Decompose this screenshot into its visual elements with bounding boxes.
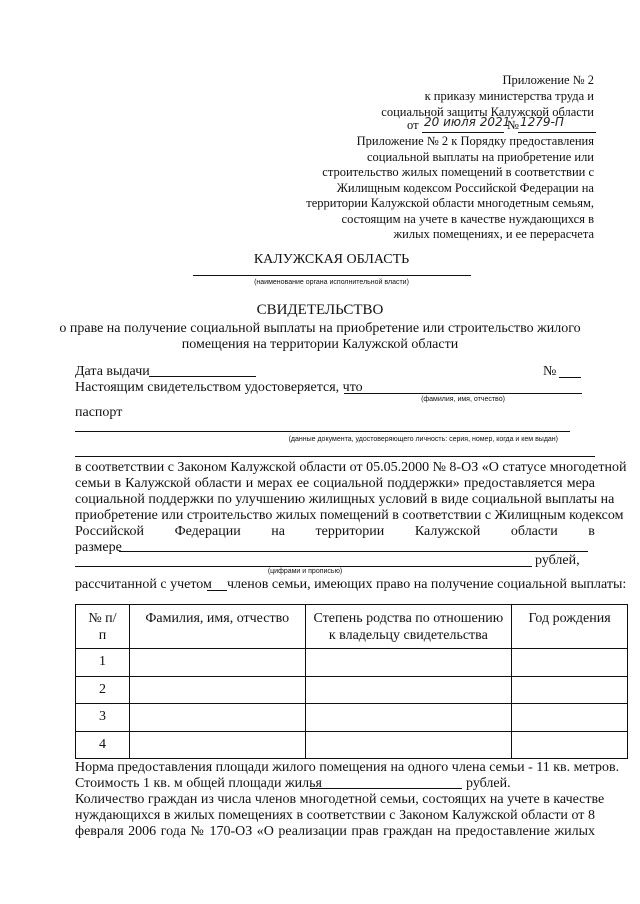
law-word: области — [510, 524, 558, 539]
members-count-field[interactable] — [207, 590, 227, 591]
appendix-line-2: к приказу министерства труда и — [424, 89, 594, 103]
law-word: в — [588, 524, 595, 539]
issue-date-field[interactable] — [149, 376, 256, 377]
order-line-3: строительство жилых помещений в соответствии с — [322, 165, 594, 179]
order-line-4: Жилищным кодексом Российской Федерации на — [336, 180, 594, 195]
members-suffix: членов семьи, имеющих право на получение социальной выплаты: — [227, 577, 627, 592]
order-line-6: состоящим на учете в качестве нуждающихся в — [341, 211, 594, 226]
count-paragraph — [75, 792, 605, 840]
row-number: 1 — [76, 649, 130, 677]
appendix-line-3: социальной защиты Калужской области — [381, 105, 594, 119]
header-birth-year: Год рождения — [512, 605, 628, 649]
document-title: СВИДЕТЕЛЬСТВО — [256, 302, 384, 318]
appendix-line-1: Приложение № 2 — [502, 73, 594, 87]
members-prefix: рассчитанной с учетом — [75, 577, 212, 592]
header-relation: Степень родства по отношению к владельцу свидетельства — [305, 605, 512, 649]
cost-field[interactable] — [310, 788, 462, 789]
law-paragraph — [75, 460, 627, 540]
cell-birth-year[interactable] — [512, 676, 628, 704]
table-header-row — [76, 605, 628, 649]
cell-fio[interactable] — [129, 704, 305, 732]
amount-label: размере — [75, 540, 122, 555]
cell-fio[interactable] — [129, 649, 305, 677]
cell-relation[interactable] — [305, 676, 512, 704]
number-prefix: № — [507, 118, 519, 132]
passport-field[interactable] — [75, 431, 570, 432]
passport-label: паспорт — [75, 405, 123, 420]
handwritten-number: 1279-П — [520, 115, 564, 129]
appendix-header — [381, 72, 594, 120]
amount-caption: (цифрами и прописью) — [267, 568, 343, 575]
row-number: 2 — [76, 676, 130, 704]
law-line-4: приобретение или строительство жилых помещений в соответствии с Жилищным кодексом — [75, 508, 624, 523]
doc-caption: (данные документа, удостоверяющего личность: серия, номер, когда и кем выдан) — [288, 436, 558, 443]
fio-caption: (фамилия, имя, отчество) — [421, 396, 505, 403]
appendix-date-line — [407, 115, 597, 134]
law-line-2: семьи в Калужской области и мерах ее социальной поддержки» предоставляется мера — [75, 476, 595, 491]
order-line-7: жилых помещениях, и ее перерасчета — [393, 227, 594, 241]
law-word: Российской — [75, 524, 144, 539]
passport-field-2[interactable] — [75, 456, 595, 457]
table-row — [76, 649, 628, 677]
table-row — [76, 704, 628, 732]
cost-suffix: рублей. — [466, 776, 511, 791]
row-number: 3 — [76, 704, 130, 732]
law-word: Калужской — [414, 524, 481, 539]
cell-birth-year[interactable] — [512, 731, 628, 759]
header-number: № п/п — [76, 605, 130, 649]
count-line-3: февраля 2006 года № 170-ОЗ «О реализации прав граждан на предоставление жилых — [75, 824, 595, 839]
subtitle-line-2: помещения на территории Калужской области — [181, 337, 459, 352]
amount-field-2[interactable] — [75, 566, 532, 567]
law-line-3: социальной поддержки по улучшению жилищных условий в виде социальной выплаты на — [75, 492, 615, 507]
cost-prefix: Стоимость 1 кв. м общей площади жилья — [75, 776, 322, 791]
norm-text: Норма предоставления площади жилого помещения на одного члена семьи - 11 кв. метров. — [75, 760, 620, 775]
issue-date-label: Дата выдачи — [75, 364, 150, 379]
count-line-1: Количество граждан из числа членов многодетной семьи, состоящих на учете в качестве — [75, 792, 605, 807]
appendix-order-block — [306, 134, 594, 243]
number-field[interactable] — [559, 377, 581, 378]
table-row — [76, 676, 628, 704]
cell-birth-year[interactable] — [512, 649, 628, 677]
cell-birth-year[interactable] — [512, 704, 628, 732]
family-members-table — [75, 604, 628, 759]
cell-fio[interactable] — [129, 731, 305, 759]
cell-fio[interactable] — [129, 676, 305, 704]
amount-field[interactable] — [119, 551, 588, 552]
order-line-5: территории Калужской области многодетным семьям, — [306, 196, 594, 210]
order-line-2: социальной выплаты на приобретение или — [366, 149, 594, 164]
certify-label: Настоящим свидетельством удостоверяется, что — [75, 380, 363, 395]
fio-field[interactable] — [344, 393, 582, 394]
order-line-1: Приложение № 2 к Порядку предоставления — [356, 134, 594, 148]
authority-caption: (наименование органа исполнительной власти) — [254, 279, 409, 286]
cell-relation[interactable] — [305, 649, 512, 677]
cell-relation[interactable] — [305, 704, 512, 732]
date-prefix: от — [407, 118, 419, 132]
handwritten-date: 20 июля 2021 — [424, 115, 511, 129]
law-line-5 — [75, 524, 595, 540]
number-label: № — [543, 364, 557, 379]
header-fio: Фамилия, имя, отчество — [129, 605, 305, 649]
row-number: 4 — [76, 731, 130, 759]
authority-name: КАЛУЖСКАЯ ОБЛАСТЬ — [253, 252, 410, 267]
law-line-1: в соответствии с Законом Калужской области от 05.05.2000 № 8-ОЗ «О статусе многодетной — [75, 460, 627, 475]
law-word: Федерации — [174, 524, 241, 539]
count-line-2: нуждающихся в жилых помещениях в соответствии с Законом Калужской области от 8 — [75, 808, 595, 823]
law-word: на — [271, 524, 285, 539]
law-word: территории — [315, 524, 385, 539]
rubles-label: рублей, — [535, 553, 580, 568]
cell-relation[interactable] — [305, 731, 512, 759]
subtitle-line-1: о праве на получение социальной выплаты на приобретение или строительство жилого — [59, 321, 581, 336]
table-row — [76, 731, 628, 759]
